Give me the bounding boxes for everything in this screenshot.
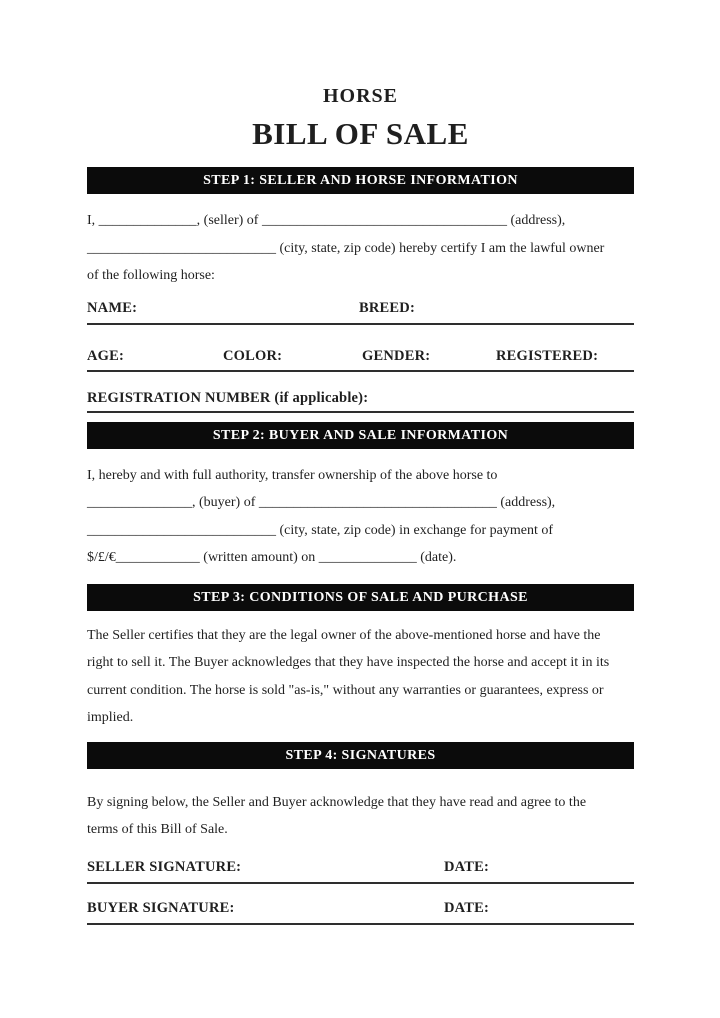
step3-line-2: right to sell it. The Buyer acknowledges that they have inspected the horse and accept it in its <box>87 655 610 670</box>
field-label-registered: REGISTERED: <box>496 347 599 364</box>
seller-signature-line <box>87 882 634 884</box>
field-label-registration-number: REGISTRATION NUMBER (if applicable): <box>87 389 369 406</box>
step1-intro-line-1: I, ______________, (seller) of ___________________________________ (address), <box>87 213 566 228</box>
step2-line-4: $/£/€____________ (written amount) on ______________ (date). <box>87 550 457 565</box>
step1-intro-line-2: ___________________________ (city, state, zip code) hereby certify I am the lawful owner <box>87 240 605 256</box>
step1-header-bar: STEP 1: SELLER AND HORSE INFORMATION <box>87 167 634 194</box>
step3-paragraph <box>87 622 634 732</box>
step4-line-2: terms of this Bill of Sale. <box>87 821 228 837</box>
field-row-age-color-gender-registered <box>87 345 634 367</box>
buyer-signature-row <box>87 897 634 919</box>
field-underline-registration-number <box>87 411 634 413</box>
seller-date-label: DATE: <box>444 858 490 875</box>
step2-line-3: ___________________________ (city, state, zip code) in exchange for payment of <box>87 522 554 538</box>
field-label-gender: GENDER: <box>362 347 431 364</box>
document-title: BILL OF SALE <box>252 116 469 151</box>
field-underline-name-breed <box>87 323 634 325</box>
seller-signature-label: SELLER SIGNATURE: <box>87 858 242 875</box>
field-label-age: AGE: <box>87 347 125 364</box>
field-row-registration-number <box>87 387 634 409</box>
field-row-name-breed <box>87 297 634 319</box>
step4-line-1: By signing below, the Seller and Buyer acknowledge that they have read and agree to the <box>87 794 587 810</box>
field-label-color: COLOR: <box>223 347 283 364</box>
step2-line-1: I, hereby and with full authority, transfer ownership of the above horse to <box>87 467 498 483</box>
step3-line-1: The Seller certifies that they are the legal owner of the above-mentioned horse and have the <box>87 627 601 643</box>
step3-header-bar: STEP 3: CONDITIONS OF SALE AND PURCHASE <box>87 584 634 611</box>
step4-header-bar: STEP 4: SIGNATURES <box>87 742 634 769</box>
seller-signature-row <box>87 856 634 878</box>
buyer-signature-label: BUYER SIGNATURE: <box>87 899 235 916</box>
step1-intro-paragraph <box>87 207 634 290</box>
step1-intro-line-3: of the following horse: <box>87 268 215 283</box>
buyer-date-label: DATE: <box>444 899 490 916</box>
step3-line-3: current condition. The horse is sold "as-is," without any warranties or guarantees, express or <box>87 682 604 698</box>
document-title-kicker: HORSE <box>322 85 399 107</box>
step2-paragraph <box>87 462 634 572</box>
step2-header-bar: STEP 2: BUYER AND SALE INFORMATION <box>87 422 634 449</box>
field-label-breed: BREED: <box>359 299 415 316</box>
document-content <box>87 0 634 925</box>
buyer-signature-line <box>87 923 634 925</box>
field-label-name: NAME: <box>87 299 138 316</box>
step3-line-4: implied. <box>87 710 134 725</box>
step2-line-2: _______________, (buyer) of __________________________________ (address), <box>87 495 556 510</box>
field-underline-age-row <box>87 370 634 372</box>
step4-paragraph <box>87 789 634 843</box>
